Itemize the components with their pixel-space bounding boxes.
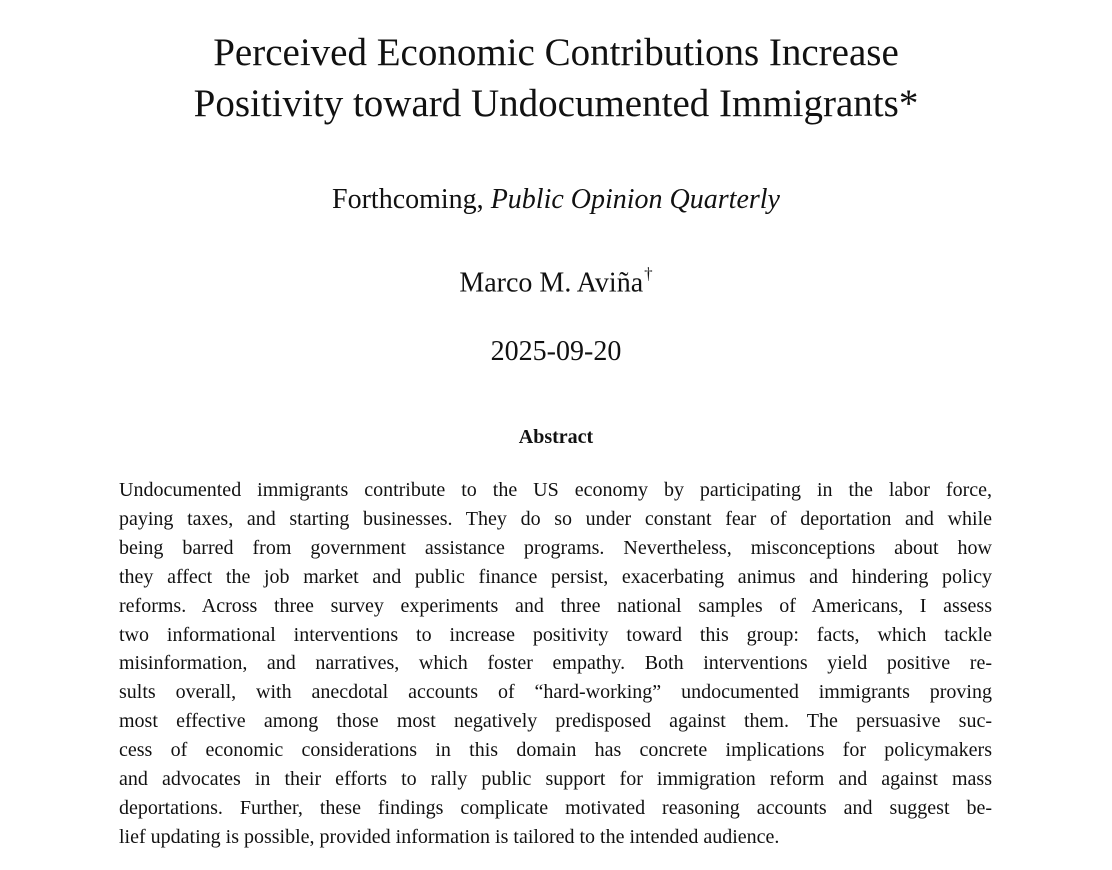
author-name: Marco M. Aviña xyxy=(459,267,644,299)
abstract-line: cess of economic considerations in this domain has concrete implications for policymakers xyxy=(119,739,992,762)
publication-venue xyxy=(0,183,1112,217)
abstract-line: sults overall, with anecdotal accounts of “hard-working” undocumented immigrants proving xyxy=(119,681,992,704)
abstract-line: lief updating is possible, provided information is tailored to the intended audience. xyxy=(119,825,780,848)
abstract-body xyxy=(119,476,992,852)
abstract-line: paying taxes, and starting businesses. They do so under constant fear of deportation and while xyxy=(119,507,992,530)
abstract-line: being barred from government assistance programs. Nevertheless, misconceptions about how xyxy=(119,536,992,559)
abstract-line: most effective among those most negatively predisposed against them. The persuasive suc- xyxy=(119,710,992,733)
title-line: Perceived Economic Contributions Increase xyxy=(213,31,899,74)
abstract-line: two informational interventions to increase positivity toward this group: facts, which tackle xyxy=(119,623,992,646)
journal-name: Public Opinion Quarterly xyxy=(490,184,780,215)
abstract-line: Undocumented immigrants contribute to the US economy by participating in the labor force, xyxy=(119,479,992,501)
abstract-line: reforms. Across three survey experiments and three national samples of Americans, I assess xyxy=(119,594,992,617)
paper-title xyxy=(0,27,1112,129)
title-line: Positivity toward Undocumented Immigrants* xyxy=(193,82,919,125)
abstract-line: and advocates in their efforts to rally public support for immigration reform and against mass xyxy=(119,768,992,791)
abstract-line: misinformation, and narratives, which foster empathy. Both interventions yield positive re- xyxy=(119,652,992,675)
paper-date: 2025-09-20 xyxy=(490,336,622,367)
venue-prefix: Forthcoming, xyxy=(332,184,491,215)
abstract-heading: Abstract xyxy=(518,426,594,448)
abstract-line: they affect the job market and public finance persist, exacerbating animus and hindering policy xyxy=(119,565,992,588)
abstract-line: deportations. Further, these findings complicate motivated reasoning accounts and suggest be- xyxy=(119,796,992,819)
author-line xyxy=(0,259,1112,300)
author-footnote-mark: † xyxy=(644,264,653,283)
